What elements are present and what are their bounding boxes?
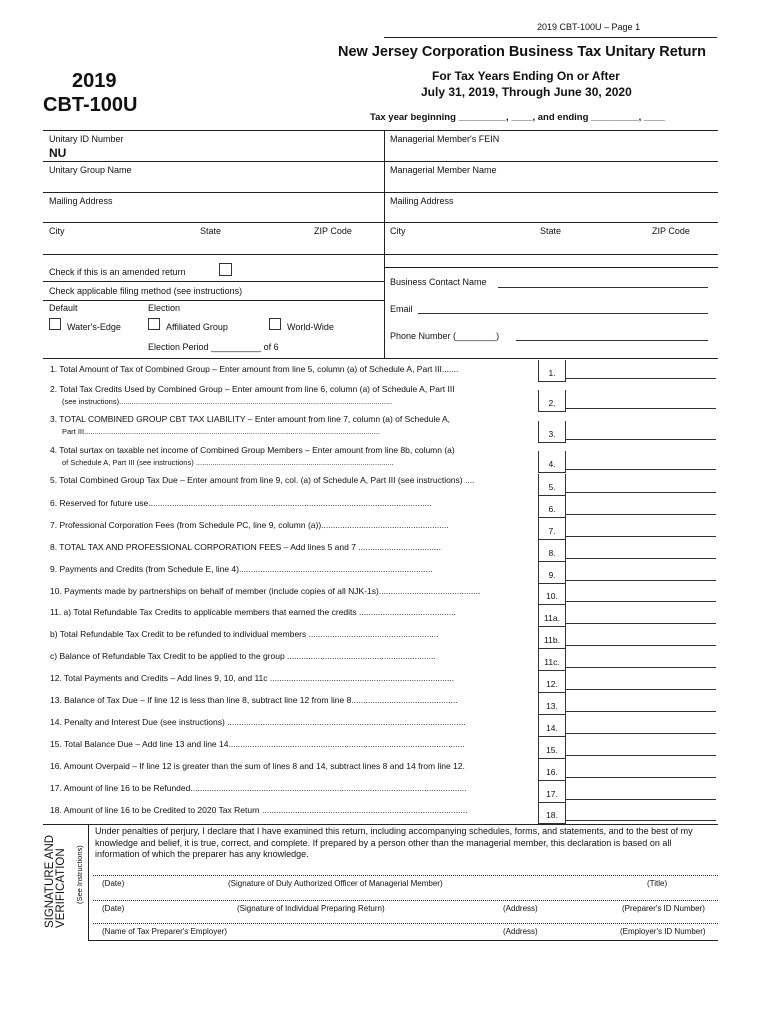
form-code: CBT-100U	[43, 94, 138, 116]
line-number-box: 10.	[538, 583, 566, 605]
line-number-box: 3.	[538, 421, 566, 443]
form-title: New Jersey Corporation Business Tax Unitary Return	[338, 44, 706, 60]
line-11-text: 11. a) Total Refundable Tax Credits to applicable members that earned the credits .........................................	[50, 607, 456, 617]
header-rule	[384, 37, 717, 38]
tax-year-line[interactable]: Tax year beginning _________, ____, and ending _________, ____	[370, 112, 666, 123]
line-amount-field[interactable]	[566, 408, 716, 409]
line-4-text: 4. Total surtax on taxable net income of Combined Group Members – Enter amount from line 8b, column (a)	[50, 445, 455, 455]
signature-side-title-1: SIGNATURE AND	[44, 834, 56, 928]
employer-name-caption: (Name of Tax Preparer's Employer)	[102, 927, 227, 936]
subtitle-line2: July 31, 2019, Through June 30, 2020	[421, 85, 632, 99]
state-label-2: State	[540, 226, 562, 236]
managerial-name-label: Managerial Member Name	[390, 165, 497, 175]
contact-rule-top	[384, 267, 718, 268]
line-amount-field[interactable]	[566, 623, 716, 624]
subtitle-line1: For Tax Years Ending On or After	[432, 69, 620, 83]
sig-preparer-caption: (Signature of Individual Preparing Return)	[237, 904, 385, 913]
line-number-box: 5.	[538, 474, 566, 496]
line-number-box: 6.	[538, 496, 566, 518]
phone-input[interactable]	[516, 340, 708, 341]
line-17-text: 15. Total Balance Due – Add line 13 and line 14....................................................................................................	[50, 739, 465, 749]
phone-label: Phone Number (________)	[390, 331, 500, 341]
line-amount-field[interactable]	[566, 514, 716, 515]
affiliated-group-label: Affiliated Group	[166, 322, 228, 332]
date2-caption: (Date)	[102, 904, 125, 913]
sig-officer-caption: (Signature of Duly Authorized Officer of Managerial Member)	[228, 879, 443, 888]
line-amount-field[interactable]	[566, 667, 716, 668]
line-amount-field[interactable]	[566, 733, 716, 734]
sig-officer-line[interactable]	[93, 875, 718, 876]
line-number-box: 4.	[538, 451, 566, 473]
line-number-box: 16.	[538, 759, 566, 781]
world-wide-label: World-Wide	[287, 322, 334, 332]
line-number-box: 11c.	[538, 649, 566, 671]
world-wide-checkbox[interactable]	[269, 318, 281, 330]
line-20-text: 18. Amount of line 16 to be Credited to 2020 Tax Return .......................................................................................	[50, 805, 468, 815]
grid-top-rule	[43, 130, 718, 131]
line-5-text: 5. Total Combined Group Tax Due – Enter amount from line 9, col. (a) of Schedule A, Part III (see instructions) ....	[50, 475, 475, 485]
unitary-group-name-label: Unitary Group Name	[49, 165, 132, 175]
business-contact-label: Business Contact Name	[390, 277, 487, 287]
line-18-text: 16. Amount Overpaid – If line 12 is greater than the sum of lines 8 and 14, subtract lines 8 and 14 from line 12.	[50, 761, 465, 771]
line-3-text: 3. TOTAL COMBINED GROUP CBT TAX LIABILITY – Enter amount from line 7, column (a) of Schedule A,	[50, 414, 450, 424]
form-year: 2019	[72, 70, 117, 92]
unitary-id-label: Unitary ID Number	[49, 134, 124, 144]
signature-bottom-rule	[88, 940, 718, 941]
filing-method-label: Check applicable filing method (see instructions)	[49, 286, 243, 296]
line-amount-field[interactable]	[566, 536, 716, 537]
line-number-box: 14.	[538, 715, 566, 737]
date1-caption: (Date)	[102, 879, 125, 888]
state-label: State	[200, 226, 222, 236]
line-19-text: 17. Amount of line 16 to be Refunded.....................................................................................................................	[50, 783, 467, 793]
line-amount-field[interactable]	[566, 580, 716, 581]
zip-label: ZIP Code	[314, 226, 352, 236]
line-2-text: 2. Total Tax Credits Used by Combined Group – Enter amount from line 6, column (a) of Schedule A, Part III	[50, 384, 455, 394]
page-label: 2019 CBT-100U – Page 1	[537, 22, 641, 32]
line-amount-field[interactable]	[566, 777, 716, 778]
election-period-label[interactable]: Election Period __________ of 6	[148, 342, 279, 352]
grid-rule-4	[43, 254, 718, 255]
line-14-text: 12. Total Payments and Credits – Add lines 9, 10, and 11c ..............................................................................	[50, 673, 455, 683]
line-7-text: 7. Professional Corporation Fees (from Schedule PC, line 9, column (a))......................................................	[50, 520, 449, 530]
waters-edge-label: Water's-Edge	[67, 322, 121, 332]
line-13-text: c) Balance of Refundable Tax Credit to be applied to the group ...............................................................	[50, 651, 436, 661]
line-amount-field[interactable]	[566, 378, 716, 379]
mailing-address-label-2: Mailing Address	[390, 196, 454, 206]
default-label: Default	[49, 303, 78, 313]
line-number-box: 8.	[538, 540, 566, 562]
line-amount-field[interactable]	[566, 439, 716, 440]
managerial-fein-label: Managerial Member's FEIN	[390, 134, 500, 144]
grid-rule-1	[43, 161, 718, 162]
signature-side-title-2: VERIFICATION	[55, 848, 67, 928]
email-input[interactable]	[418, 313, 708, 314]
election-label: Election	[148, 303, 181, 313]
signature-side-title	[45, 835, 67, 928]
line-number-box: 9.	[538, 562, 566, 584]
address2-caption: (Address)	[503, 927, 538, 936]
declaration-text: Under penalties of perjury, I declare that I have examined this return, including accompanying schedules, forms, and statements, and to the best of my knowledge and belief, it is true, correct, and complete. If prepared by a person other than the managerial member, this declaration is based on all information of which the preparer has any knowledge.	[95, 826, 693, 859]
city-label: City	[49, 226, 65, 236]
line-amount-field[interactable]	[566, 755, 716, 756]
business-contact-input[interactable]	[498, 287, 708, 288]
line-number-box: 1.	[538, 360, 566, 382]
line-3-text-cont: Part III..............................................................................................................................................	[62, 427, 380, 436]
line-amount-field[interactable]	[566, 689, 716, 690]
lines-top-rule	[43, 358, 718, 359]
line-amount-field[interactable]	[566, 601, 716, 602]
line-number-box: 2.	[538, 390, 566, 412]
email-label: Email	[390, 304, 413, 314]
line-number-box: 17.	[538, 781, 566, 803]
line-16-text: 14. Penalty and Interest Due (see instructions) .....................................................................................................	[50, 717, 466, 727]
line-number-box: 7.	[538, 518, 566, 540]
line-amount-field[interactable]	[566, 820, 716, 821]
address1-caption: (Address)	[503, 904, 538, 913]
signature-side-sub: (See Instructions)	[75, 845, 84, 904]
line-9-text: 9. Payments and Credits (from Schedule E, line 4)..................................................................................	[50, 564, 433, 574]
grid-rule-2	[43, 192, 718, 193]
signature-divider	[88, 824, 89, 940]
grid-divider	[384, 130, 385, 358]
line-2-text-cont: (see instructions)...................................................................................................................................	[62, 397, 393, 406]
employer-id-caption: (Employer's ID Number)	[620, 927, 706, 936]
line-15-text: 13. Balance of Tax Due – If line 12 is less than line 8, subtract line 12 from line 8.............................................	[50, 695, 458, 705]
affiliated-group-checkbox[interactable]	[148, 318, 160, 330]
line-amount-field[interactable]	[566, 469, 716, 470]
line-number-box: 15.	[538, 737, 566, 759]
line-6-text: 6. Reserved for future use........................................................................................................................	[50, 498, 432, 508]
line-number-box: 13.	[538, 693, 566, 715]
line-amount-field[interactable]	[566, 645, 716, 646]
filing-rule-1	[43, 281, 384, 282]
zip-label-2: ZIP Code	[652, 226, 690, 236]
line-number-box: 11a.	[538, 605, 566, 627]
line-amount-field[interactable]	[566, 799, 716, 800]
line-1-text: 1. Total Amount of Tax of Combined Group – Enter amount from line 5, column (a) of Schedule A, Part III.......	[50, 364, 459, 374]
filing-rule-2	[43, 300, 384, 301]
signature-top-rule	[43, 824, 718, 825]
line-number-box: 12.	[538, 671, 566, 693]
amended-checkbox[interactable]	[219, 263, 232, 276]
grid-rule-3	[43, 222, 718, 223]
employer-line[interactable]	[93, 923, 718, 924]
line-4-text-cont: of Schedule A, Part III (see instructions) ...............................................................................................	[62, 458, 394, 467]
line-10-text: 10. Payments made by partnerships on behalf of member (include copies of all NJK-1s)...........................................	[50, 586, 481, 596]
amended-label: Check if this is an amended return	[49, 267, 186, 277]
line-number-box: 11b.	[538, 627, 566, 649]
city-label-2: City	[390, 226, 406, 236]
line-number-box: 18.	[538, 802, 566, 824]
line-amount-field[interactable]	[566, 711, 716, 712]
line-8-text: 8. TOTAL TAX AND PROFESSIONAL CORPORATION FEES – Add lines 5 and 7 ...................................	[50, 542, 441, 552]
preparer-id-caption: (Preparer's ID Number)	[622, 904, 705, 913]
line-12-text: b) Total Refundable Tax Credit to be refunded to individual members .......................................................	[50, 629, 439, 639]
mailing-address-label: Mailing Address	[49, 196, 113, 206]
unitary-id-value[interactable]: NU	[49, 146, 67, 160]
line-amount-field[interactable]	[566, 558, 716, 559]
sig-preparer-line[interactable]	[93, 900, 718, 901]
title-caption: (Title)	[647, 879, 668, 888]
line-amount-field[interactable]	[566, 492, 716, 493]
waters-edge-checkbox[interactable]	[49, 318, 61, 330]
